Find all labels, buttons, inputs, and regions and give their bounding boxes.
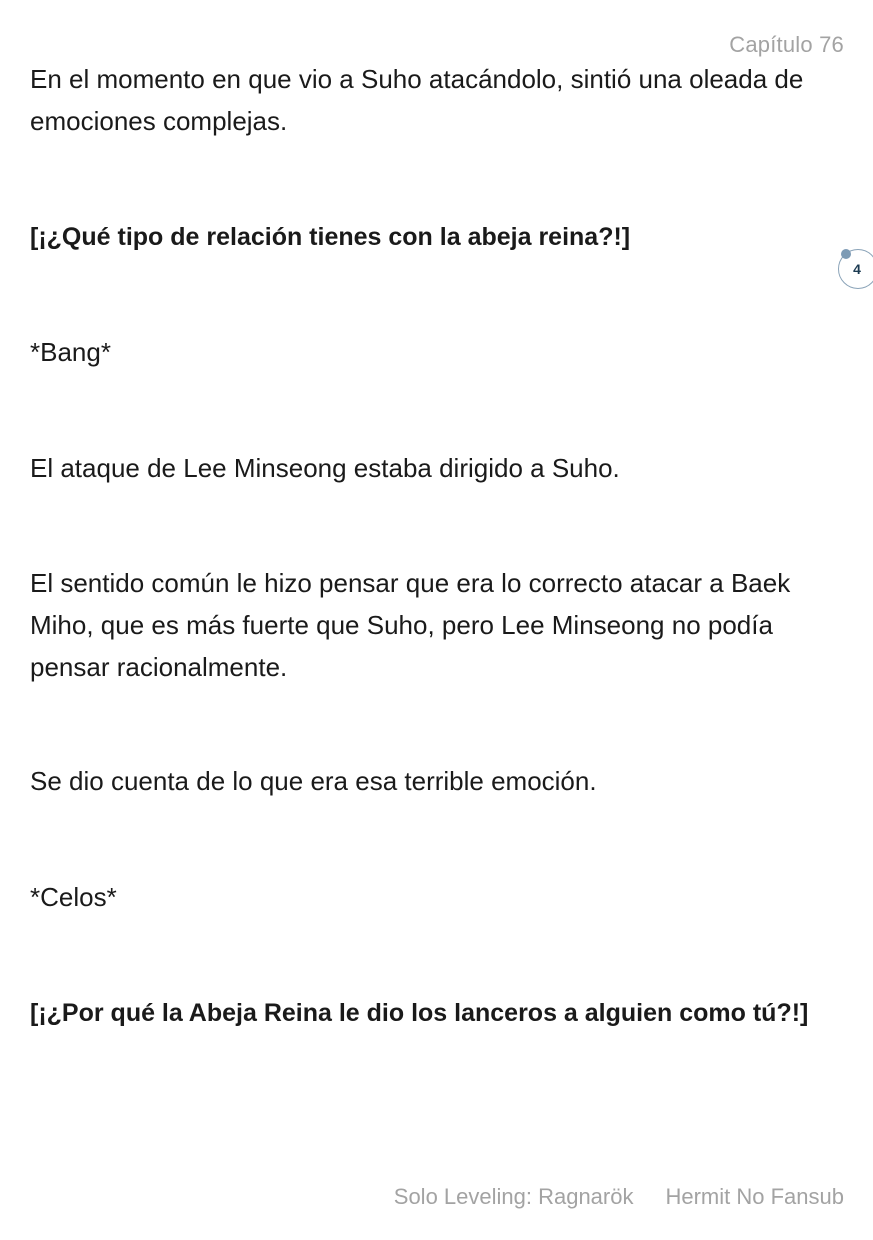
dialogue-line: [¡¿Por qué la Abeja Reina le dio los lanceros a alguien como tú?!] [30, 999, 809, 1027]
chapter-header: Capítulo 76 [729, 32, 844, 57]
paragraph: En el momento en que vio a Suho atacándolo, sintió una oleada de emociones complejas. [30, 64, 804, 136]
novel-title: Solo Leveling: Ragnarök [393, 1184, 634, 1209]
bookmark-dot-icon [841, 249, 851, 259]
emphasis-line: *Celos* [30, 882, 117, 912]
dialogue-line: [¡¿Qué tipo de relación tienes con la abeja reina?!] [30, 223, 631, 251]
sound-effect: *Bang* [30, 337, 111, 367]
translator-credit: Hermit No Fansub [665, 1184, 844, 1209]
paragraph: El sentido común le hizo pensar que era lo correcto atacar a Baek Miho, que es más fuerte que Suho, pero Lee Minseong no podía pensar racionalmente. [30, 568, 791, 682]
paragraph: Se dio cuenta de lo que era esa terrible emoción. [30, 766, 597, 796]
page-number-badge[interactable]: 4 [838, 249, 873, 289]
footer [394, 1184, 844, 1210]
paragraph: El ataque de Lee Minseong estaba dirigido a Suho. [30, 453, 620, 483]
